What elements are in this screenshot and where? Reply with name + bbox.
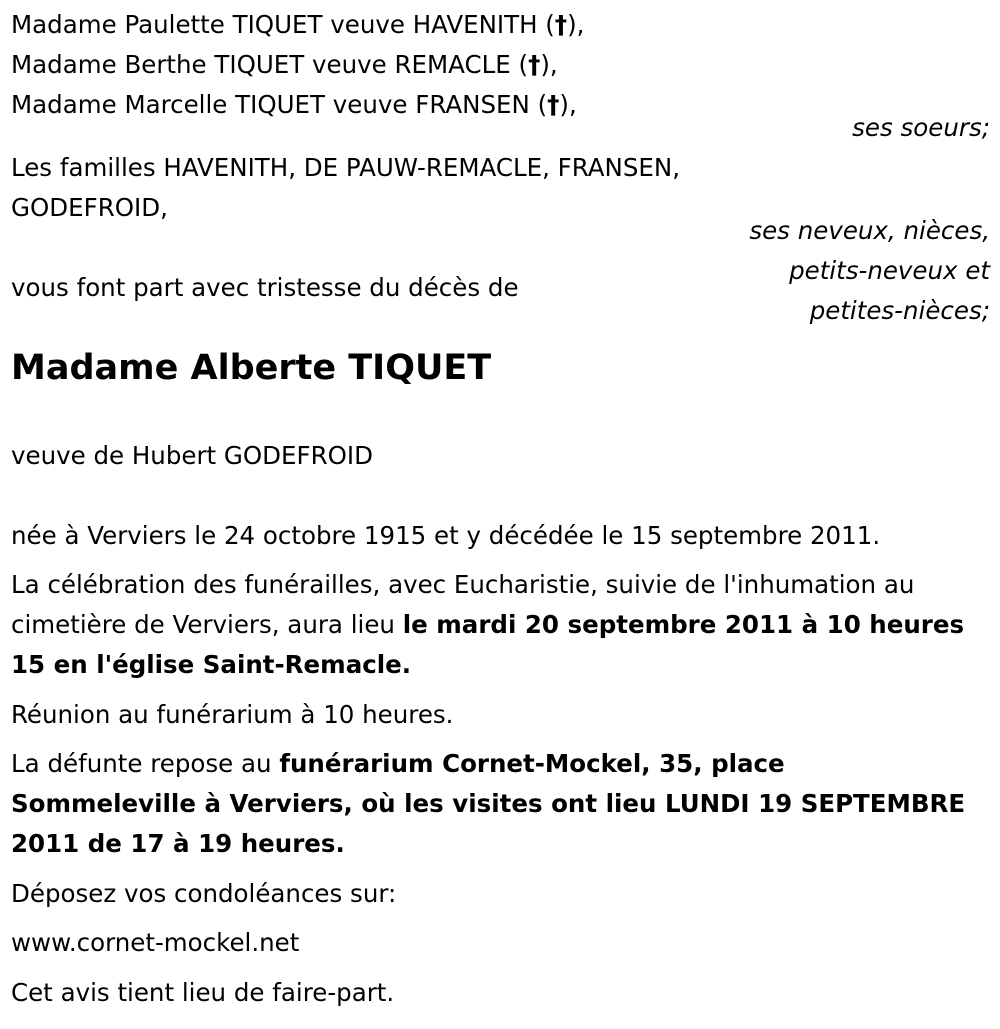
rest-line-2 xyxy=(11,784,965,824)
rest-line-1 xyxy=(11,744,785,784)
website-link[interactable]: www.cornet-mockel.net xyxy=(11,928,300,957)
rest-hours: 2011 de 17 à 19 heures. xyxy=(11,829,345,858)
ceremony-text: cimetière de Verviers, aura lieu xyxy=(11,610,403,639)
rest-place: funérarium Cornet-Mockel, 35, place xyxy=(279,749,785,778)
sister-line-2 xyxy=(11,45,558,85)
sister-name: Madame Marcelle TIQUET veuve FRANSEN ( xyxy=(11,90,548,119)
families-role-line-3: petites-nièces; xyxy=(809,296,990,325)
families-role-line-1: ses neveux, nièces, xyxy=(749,216,990,245)
ceremony-line-2 xyxy=(11,605,964,645)
rest-visits: Sommeleville à Verviers, où les visites ont lieu LUNDI 19 SEPTEMBRE xyxy=(11,789,966,818)
notice-text: Cet avis tient lieu de faire-part. xyxy=(11,978,395,1007)
sister-line-3 xyxy=(11,85,577,125)
sister-line-1 xyxy=(11,5,584,45)
rest-text: La défunte repose au xyxy=(11,749,280,778)
families-role-line-2: petits-neveux et xyxy=(789,256,990,285)
reunion: Réunion au funérarium à 10 heures. xyxy=(11,700,454,729)
sister-name: Madame Berthe TIQUET veuve REMACLE ( xyxy=(11,50,529,79)
families-line-2: GODEFROID, xyxy=(11,193,168,222)
sister-suffix: ), xyxy=(567,10,585,39)
ceremony-line-1: La célébration des funérailles, avec Eucharistie, suivie de l'inhumation au xyxy=(11,570,915,599)
sister-suffix: ), xyxy=(540,50,558,79)
sisters-role: ses soeurs; xyxy=(852,113,990,142)
sister-suffix: ), xyxy=(559,90,577,119)
ceremony-date: le mardi 20 septembre 2011 à 10 heures xyxy=(402,610,965,639)
ceremony-place: 15 en l'église Saint-Remacle. xyxy=(11,650,412,679)
sister-name: Madame Paulette TIQUET veuve HAVENITH ( xyxy=(11,10,555,39)
families-line-1: Les familles HAVENITH, DE PAUW-REMACLE, FRANSEN, xyxy=(11,153,681,182)
widow-of: veuve de Hubert GODEFROID xyxy=(11,441,374,470)
deceased-name: Madame Alberte TIQUET xyxy=(11,348,492,388)
ceremony-line-3 xyxy=(11,645,411,685)
rest-line-3 xyxy=(11,824,345,864)
cross-icon: † xyxy=(528,50,541,79)
announcement: vous font part avec tristesse du décès de xyxy=(11,273,519,302)
condolences-text: Déposez vos condoléances sur: xyxy=(11,879,397,908)
cross-icon: † xyxy=(547,90,560,119)
birth-death: née à Verviers le 24 octobre 1915 et y décédée le 15 septembre 2011. xyxy=(11,521,881,550)
cross-icon: † xyxy=(554,10,568,39)
